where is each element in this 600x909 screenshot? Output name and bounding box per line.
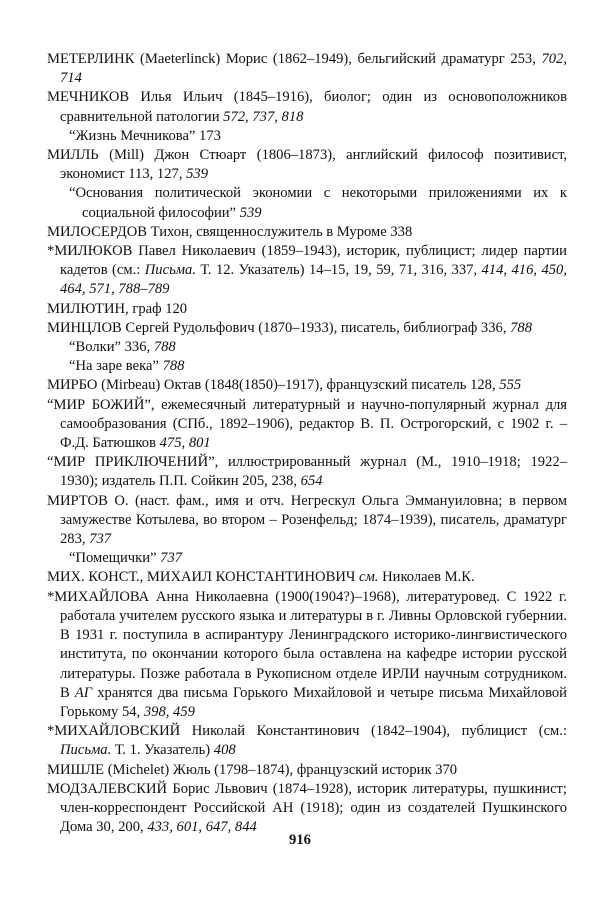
page-reference: 737 bbox=[89, 531, 112, 548]
entry-text: Николаев М.К. bbox=[378, 569, 475, 586]
page-reference: 475, 801 bbox=[159, 435, 211, 452]
entry-text: МИШЛЕ (Michelet) Жюль (1798–1874), французский историк 370 bbox=[47, 761, 458, 778]
entry-text: “Волки” 336, bbox=[69, 339, 154, 356]
page-reference: 654 bbox=[300, 473, 323, 490]
page-reference: 788 bbox=[162, 358, 185, 375]
entry-text: Т. 1. Указатель) bbox=[111, 742, 214, 759]
entry-text: “Жизнь Мечникова” 173 bbox=[69, 127, 221, 144]
index-subentry bbox=[47, 184, 567, 222]
entry-text: МИНЦЛОВ Сергей Рудольфович (1870–1933), писатель, библиограф 336, bbox=[47, 319, 511, 336]
index-entry bbox=[47, 453, 567, 491]
index-entry bbox=[47, 242, 567, 300]
entry-text: МЕЧНИКОВ Илья Ильич (1845–1916), биолог; один из основоположников сравнительной патологии bbox=[47, 89, 567, 125]
index-subentry bbox=[47, 127, 567, 146]
entry-text: МИРТОВ О. (наст. фам., имя и отч. Негрескул Ольга Эммануиловна; в первом замужестве Котылева, во втором – Розенфельд; 1874–1939), писатель, драматург 283, bbox=[47, 492, 567, 548]
page-reference: 788 bbox=[153, 339, 176, 356]
entry-text: “Помещички” bbox=[69, 550, 161, 567]
page-reference: 408 bbox=[213, 742, 236, 759]
index-entry bbox=[47, 761, 567, 780]
page-reference: 702, 714 bbox=[60, 51, 567, 87]
page-reference: 433, 601, 647, 844 bbox=[147, 819, 257, 836]
entry-text: “Основания политической экономии с некоторыми приложениями их к социальной философии” bbox=[69, 185, 567, 221]
page-reference: 555 bbox=[499, 377, 522, 394]
entry-text: *МИХАЙЛОВСКИЙ Николай Константинович (1842–1904), публицист (см.: bbox=[47, 723, 567, 740]
index-entry bbox=[47, 780, 567, 838]
entry-text: МОДЗАЛЕВСКИЙ Борис Львович (1874–1928), историк литературы, пушкинист; член-корреспондент Российской АН (1918); один из создателей Пушкинского Дома 30, 200, bbox=[47, 780, 567, 836]
index-subentry bbox=[47, 357, 567, 376]
entry-text: Т. 12. Указатель) 14–15, 19, 59, 71, 316, 337, bbox=[195, 262, 482, 279]
index-subentry bbox=[47, 549, 567, 568]
index-entry bbox=[47, 588, 567, 722]
index-entry bbox=[47, 146, 567, 184]
page-reference: 788 bbox=[510, 319, 533, 336]
page-reference: 539 bbox=[239, 204, 262, 221]
index-entry bbox=[47, 223, 567, 242]
index-entry bbox=[47, 568, 567, 587]
index-entry bbox=[47, 492, 567, 550]
entry-text: “На заре века” bbox=[69, 358, 163, 375]
entry-text: МЕТЕРЛИНК (Maeterlinck) Морис (1862–1949), бельгийский драматург 253, bbox=[47, 51, 542, 67]
entry-text: “МИР БОЖИЙ”, ежемесячный литературный и научно-популярный журнал для самообразования (СПб., 1892–1906), редактор В. П. Острогорский, с 1902 г. – Ф.Д. Батюшков bbox=[47, 396, 567, 452]
page-reference: 737 bbox=[160, 550, 183, 567]
entry-text: МИЛЛЬ (Mill) Джон Стюарт (1806–1873), английский философ позитивист, экономист 113, 127, bbox=[47, 147, 567, 183]
index-entry bbox=[47, 88, 567, 126]
entry-text: МИХ. КОНСТ., МИХАИЛ КОНСТАНТИНОВИЧ bbox=[47, 569, 359, 586]
name-index-column bbox=[47, 50, 567, 837]
page-reference: см. bbox=[359, 569, 379, 586]
entry-text: МИЛЮТИН, граф 120 bbox=[47, 300, 188, 317]
entry-text: *МИЛЮКОВ Павел Николаевич (1859–1943), историк, публицист; лидер партии кадетов (см.: bbox=[47, 243, 567, 279]
index-entry bbox=[47, 722, 567, 760]
entry-text: хранятся два письма Горького Михайловой и четыре письма Михайловой Горькому 54, bbox=[60, 684, 567, 720]
entry-text: МИРБО (Mirbeau) Октав (1848(1850)–1917), французский писатель 128, bbox=[47, 377, 500, 394]
entry-text: МИЛОСЕРДОВ Тихон, священнослужитель в Муроме 338 bbox=[47, 223, 413, 240]
index-entry bbox=[47, 319, 567, 338]
page-number: 916 bbox=[289, 832, 311, 848]
page-reference: Письма. bbox=[144, 262, 196, 279]
index-entry bbox=[47, 300, 567, 319]
page-reference: Письма. bbox=[60, 742, 112, 759]
index-entry bbox=[47, 376, 567, 395]
page-reference: 572, 737, 818 bbox=[223, 108, 304, 125]
entry-text: “МИР ПРИКЛЮЧЕНИЙ”, иллюстрированный журнал (М., 1910–1918; 1922–1930); издатель П.П. Сойкин 205, 238, bbox=[47, 454, 567, 490]
page-reference: 398, 459 bbox=[143, 703, 195, 720]
page-reference: АГ bbox=[74, 684, 93, 701]
index-entry bbox=[47, 396, 567, 454]
page-reference: 539 bbox=[186, 166, 209, 183]
index-entry bbox=[47, 50, 567, 88]
index-subentry bbox=[47, 338, 567, 357]
page-reference: 414, 416, 450, 464, 571, 788–789 bbox=[60, 262, 567, 298]
entry-text: *МИХАЙЛОВА Анна Николаевна (1900(1904?)–1968), литературовед. С 1922 г. работала учителем русского языка и литературы в г. Ливны Орловской губернии. В 1931 г. поступила в аспирантуру Ленинградского историко-лингвистического института, по окончании которого была оставлена на кафедре истории русской литературы. Позже работала в Рукописном отделе ИРЛИ научным сотрудником. В bbox=[47, 588, 567, 701]
